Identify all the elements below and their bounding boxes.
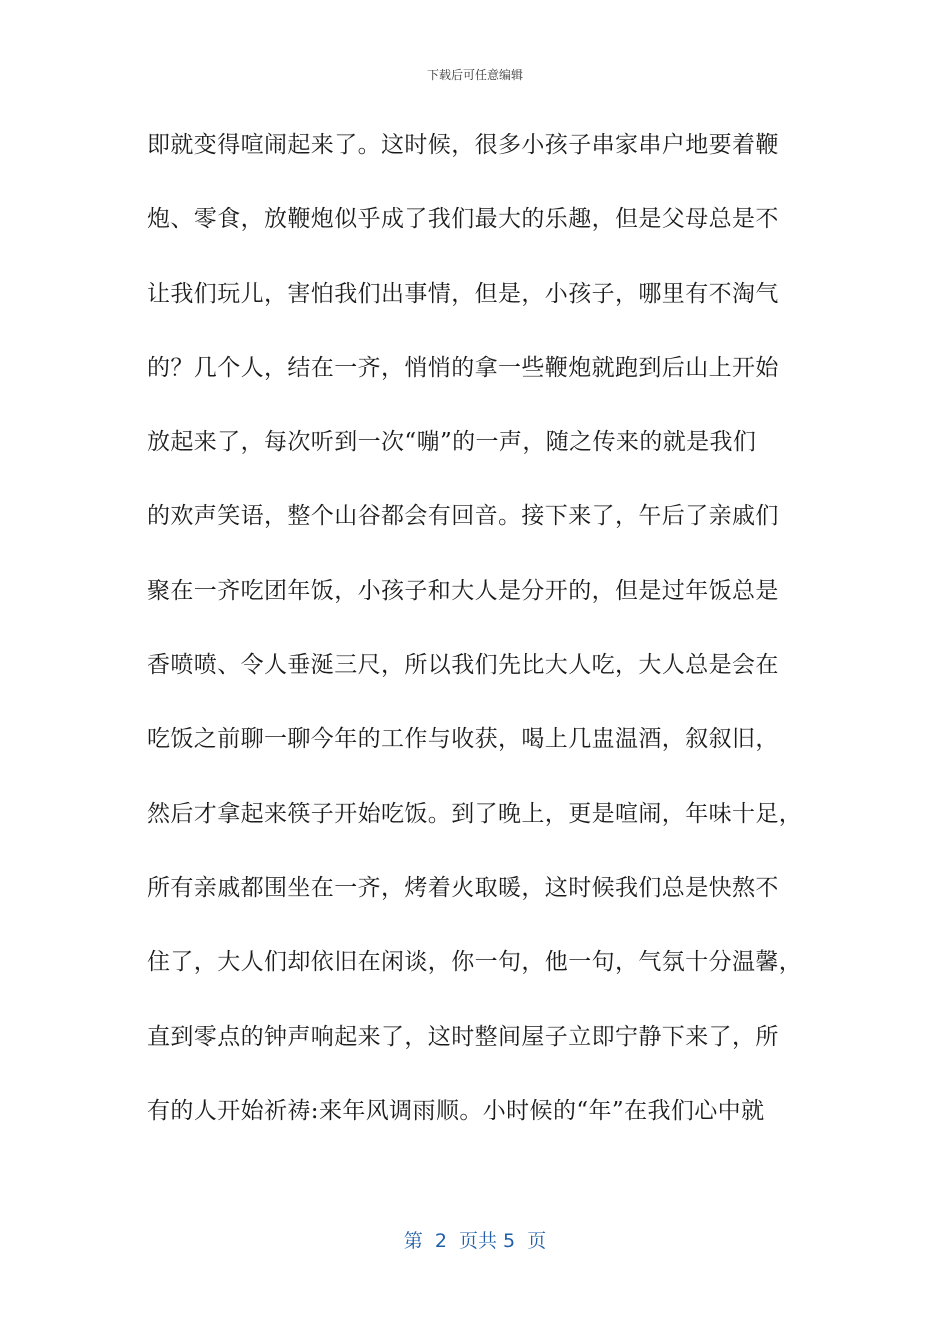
text-line: 吃饭之前聊一聊今年的工作与收获，喝上几盅温酒，叙叙旧， [147,726,779,753]
text-line: 香喷喷、令人垂涎三尺，所以我们先比大人吃，大人总是会在 [147,652,779,679]
text-line: 住了，大人们却依旧在闲谈，你一句，他一句，气氛十分温馨， [147,949,803,976]
text-line: 所有亲戚都围坐在一齐，烤着火取暖，这时候我们总是快熬不 [147,874,779,901]
text-line: 然后才拿起来筷子开始吃饭。到了晚上，更是喧闹，年味十足， [147,800,803,827]
page-number-footer: 第 2 页共 5 页 [403,1230,547,1252]
text-line: 炮、零食，放鞭炮似乎成了我们最大的乐趣，但是父母总是不 [147,206,779,233]
page-header-note: 下载后可任意编辑 [426,68,523,82]
text-line: 聚在一齐吃团年饭，小孩子和大人是分开的，但是过年饭总是 [147,577,779,604]
body-text [147,123,807,1163]
text-line: 的欢声笑语，整个山谷都会有回音。接下来了，午后了亲戚们 [147,503,779,530]
text-line: 的？几个人，结在一齐，悄悄的拿一些鞭炮就跑到后山上开始 [147,354,779,381]
text-line: 直到零点的钟声响起来了，这时整间屋子立即宁静下来了，所 [147,1023,779,1050]
text-line: 即就变得喧闹起来了。这时候，很多小孩子串家串户地要着鞭 [147,132,779,158]
text-line: 让我们玩儿，害怕我们出事情，但是，小孩子，哪里有不淘气 [147,280,779,307]
text-line: 有的人开始祈祷:来年风调雨顺。小时候的“年”在我们心中就 [147,1097,765,1124]
text-line: 放起来了，每次听到一次“嘣”的一声，随之传来的就是我们 [147,429,757,456]
